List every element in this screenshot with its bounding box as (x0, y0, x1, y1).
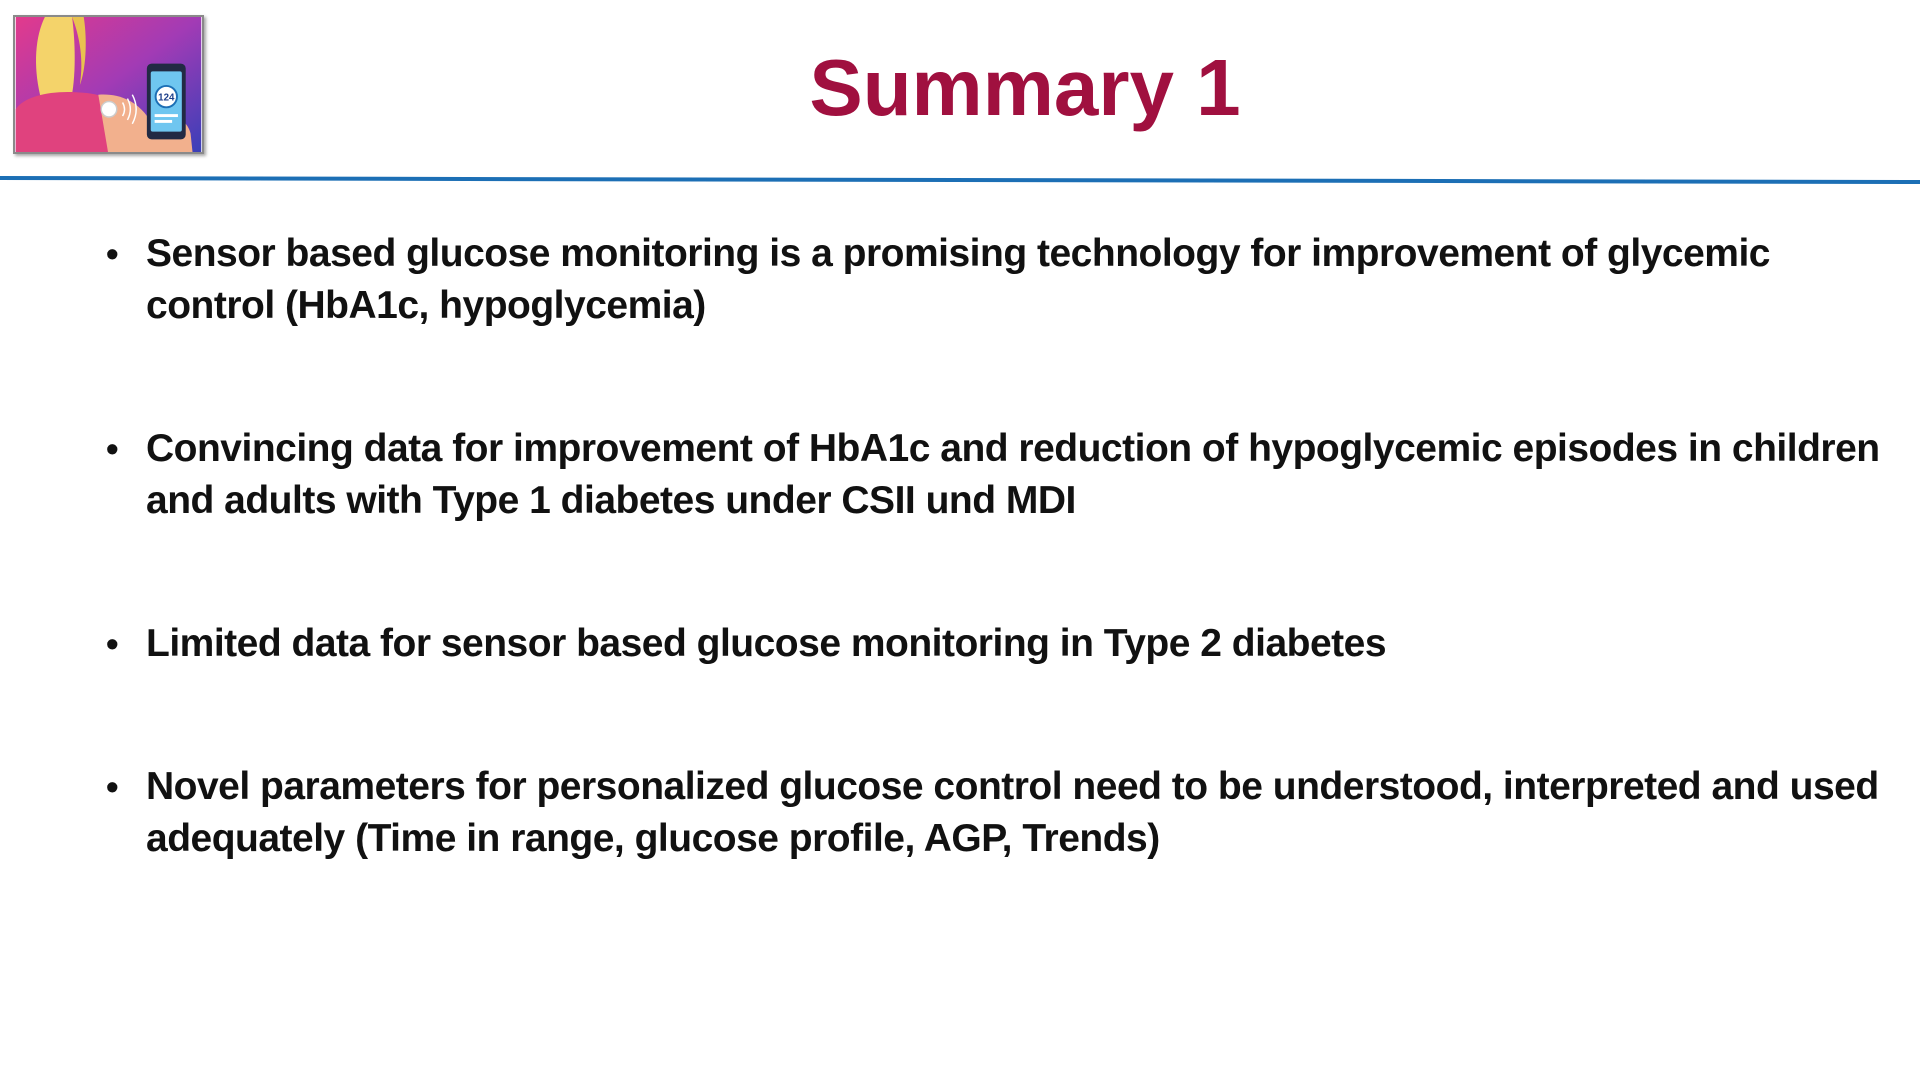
bullet-text: Limited data for sensor based glucose monitoring in Type 2 diabetes (146, 622, 1387, 665)
bullet-text: Novel parameters for personalized glucose control need to be understood, interpreted and used adequately (Time in range, glucose profile, AGP, Trends) (146, 765, 1879, 860)
bullet-text: Convincing data for improvement of HbA1c and reduction of hypoglycemic episodes in children and adults with Type 1 diabetes under CSII und MDI (146, 427, 1880, 522)
list-item (106, 228, 1886, 332)
list-item (106, 423, 1886, 527)
list-item (106, 761, 1886, 865)
bullet-marker: • (106, 766, 119, 807)
logo-reading: 124 (158, 92, 175, 104)
slide-title: Summary 1 (809, 43, 1241, 132)
bullet-text: Sensor based glucose monitoring is a promising technology for improvement of glycemic control (HbA1c, hypoglycemia) (146, 232, 1770, 327)
bullet-marker: • (106, 233, 119, 274)
header-divider (0, 176, 1920, 184)
bullet-list (106, 228, 1886, 956)
bullet-marker: • (106, 623, 119, 664)
list-item (106, 618, 1886, 670)
bullet-marker: • (106, 428, 119, 469)
